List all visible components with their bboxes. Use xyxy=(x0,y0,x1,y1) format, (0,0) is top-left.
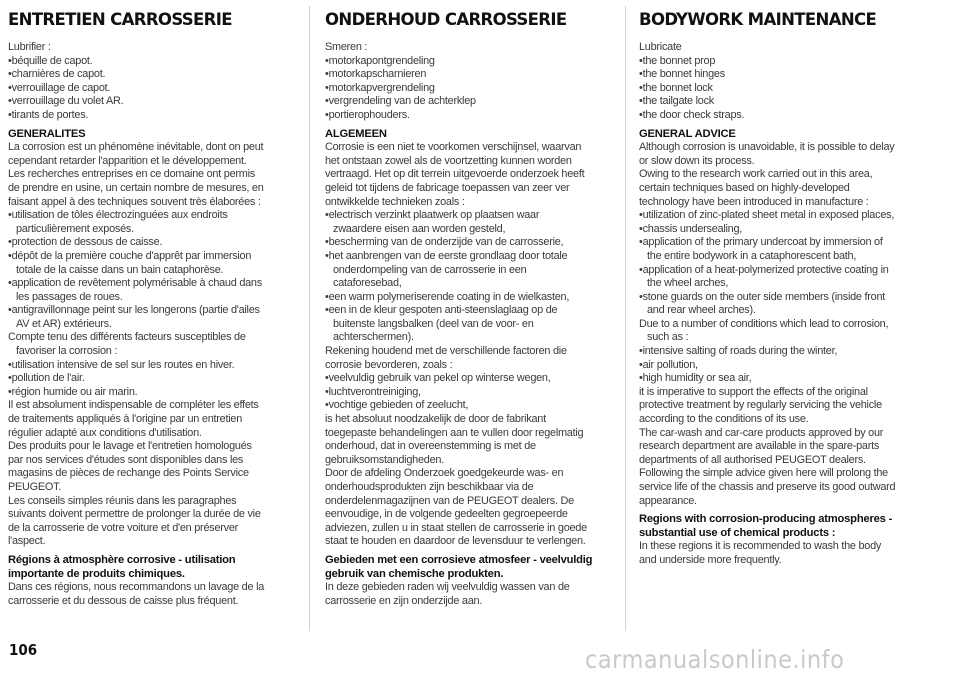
list-item: • béquille de capot. xyxy=(8,55,296,69)
text-line: Although corrosion is unavoidable, it is possible to delay xyxy=(639,141,895,154)
list-item: • motorkapscharnieren xyxy=(325,68,610,82)
lubrication-list xyxy=(8,55,296,123)
text-line: ontwikkelde technieken zoals : xyxy=(325,195,465,208)
text-line: Des produits pour le lavage et l'entretien homologués xyxy=(8,440,252,453)
list-item: the wheel arches, xyxy=(647,277,729,290)
list-item: • protection de dessous de caisse. xyxy=(8,236,296,250)
list-item: • the tailgate lock xyxy=(639,95,924,109)
list-item: • motorkapvergrendeling xyxy=(325,82,610,96)
list-item: • vergrendeling van de achterklep xyxy=(325,95,610,109)
text-line: vertraagd. Het op dit terrein uitgevoerde onderzoek heeft xyxy=(325,168,585,181)
text-line: such as : xyxy=(647,331,689,344)
list-item: • the bonnet lock xyxy=(639,82,924,96)
text-line: PEUGEOT. xyxy=(8,481,62,493)
text-line: onderhoudsprodukten zijn beschikbaar via de xyxy=(325,481,534,493)
text-line: gebruiksomstandigheden. xyxy=(325,453,444,466)
text-line: Following the simple advice given here will prolong the xyxy=(639,467,888,480)
text-line: Régions à atmosphère corrosive - utilisation xyxy=(8,553,236,566)
text-line: and underside more frequently. xyxy=(639,553,782,566)
list-item: • verrouillage du volet AR. xyxy=(8,95,296,109)
factors-intro xyxy=(639,318,924,345)
text-line: service life of the chassis and preserve its good outward xyxy=(639,481,896,493)
regions-paragraph xyxy=(639,540,924,567)
text-line: Les recherches entreprises en ce domaine ont permis xyxy=(8,168,255,181)
list-item: • bescherming van de onderzijde van de carrosserie, xyxy=(325,236,610,250)
list-item: • utilisation de tôles électrozinguées aux endroits xyxy=(8,209,296,223)
regions-paragraph xyxy=(8,581,296,608)
list-item: • application of a heat-polymerized protective coating in xyxy=(639,264,924,278)
text-line: de la carrosserie de votre voiture et d'en préserver xyxy=(8,521,239,534)
list-item: • utilization of zinc-plated sheet metal in exposed places, xyxy=(639,209,924,223)
column-french xyxy=(8,10,296,608)
text-line: is het absoluut noodzakelijk de door de fabrikant xyxy=(325,413,546,426)
text-line: Owing to the research work carried out in this area, xyxy=(639,168,873,181)
intro-text: Smeren : xyxy=(325,41,368,53)
list-item: buitenste langsbalken (deel van de voor- en xyxy=(333,317,534,330)
text-line: gebruik van chemische produkten. xyxy=(325,567,504,580)
section-title: BODYWORK MAINTENANCE xyxy=(639,10,877,30)
regions-heading xyxy=(325,554,610,581)
list-item: particulièrement exposés. xyxy=(16,222,134,235)
text-line: l'aspect. xyxy=(8,535,46,548)
text-line: onderdelenmagazijnen van de PEUGEOT dealers. De xyxy=(325,494,574,507)
list-item: totale de la caisse dans un bain cataphorèse. xyxy=(16,263,224,276)
general-heading: ALGEMEEN xyxy=(325,127,387,140)
list-item: • antigravillonnage peint sur les longerons (partie d'ailes xyxy=(8,304,296,318)
text-line: corrosie bevorderen, zoals : xyxy=(325,358,453,371)
maintenance-paragraph xyxy=(639,386,924,508)
section-title: ENTRETIEN CARROSSERIE xyxy=(8,10,232,30)
list-item: • utilisation intensive de sel sur les routes en hiver. xyxy=(8,359,296,373)
list-item: • portierophouders. xyxy=(325,109,610,123)
text-line: research department are available in the spare-parts xyxy=(639,440,880,453)
text-line: toegepaste behandelingen aan te vullen door regelmatig xyxy=(325,426,584,439)
general-heading: GENERALITES xyxy=(8,127,86,140)
text-line: par nos services d'études sont disponibles dans les xyxy=(8,453,244,466)
text-line: suivants doivent permettre de prolonger la durée de vie xyxy=(8,508,261,521)
list-item: • application de revêtement polymérisable à chaud dans xyxy=(8,277,296,291)
general-paragraph xyxy=(325,141,610,209)
list-item: • vochtige gebieden of zeelucht, xyxy=(325,399,610,413)
text-line: it is imperative to support the effects of the original xyxy=(639,385,868,398)
list-item: • veelvuldig gebruik van pekel op winterse wegen, xyxy=(325,372,610,386)
column-dutch xyxy=(325,10,610,608)
factors-intro xyxy=(325,345,610,372)
text-line: importante de produits chimiques. xyxy=(8,567,185,580)
list-item: les passages de roues. xyxy=(16,290,123,303)
list-item: achterschermen). xyxy=(333,331,414,344)
list-item: • application of the primary undercoat by immersion of xyxy=(639,236,924,250)
list-item: • een warm polymeriserende coating in de wielkasten, xyxy=(325,291,610,305)
text-line: staat te houden en daardoor de levensduur te verlengen. xyxy=(325,535,586,548)
column-divider xyxy=(625,6,626,631)
intro-text: Lubricate xyxy=(639,41,682,53)
text-line: geleid tot tijdens de fabricage toepassen van zeer ver xyxy=(325,181,570,194)
text-line: In deze gebieden raden wij veelvuldig wassen van de xyxy=(325,581,570,594)
list-item: • dépôt de la première couche d'apprêt par immersion xyxy=(8,250,296,264)
list-item: • air pollution, xyxy=(639,359,924,373)
text-line: Regions with corrosion-producing atmospheres - xyxy=(639,513,893,526)
text-line: Les conseils simples réunis dans les paragraphes xyxy=(8,494,237,507)
list-item: and rear wheel arches). xyxy=(647,304,756,317)
list-item: • high humidity or sea air, xyxy=(639,372,924,386)
list-item: • electrisch verzinkt plaatwerk op plaatsen waar xyxy=(325,209,610,223)
text-line: substantial use of chemical products : xyxy=(639,526,836,539)
page-number: 106 xyxy=(9,641,38,659)
measures-list xyxy=(8,209,296,331)
text-line: Rekening houdend met de verschillende factoren die xyxy=(325,345,567,358)
text-line: departments of all authorised PEUGEOT dealers. xyxy=(639,453,866,466)
general-heading: GENERAL ADVICE xyxy=(639,127,736,140)
list-item: • intensive salting of roads during the winter, xyxy=(639,345,924,359)
list-item: • pollution de l'air. xyxy=(8,372,296,386)
regions-heading xyxy=(639,513,924,540)
text-line: certain techniques based on highly-developed xyxy=(639,181,850,194)
column-english xyxy=(639,10,924,568)
text-line: technology have been introduced in manufacture : xyxy=(639,195,869,208)
text-line: according to the conditions of its use. xyxy=(639,413,809,426)
text-line: In these regions it is recommended to wash the body xyxy=(639,540,882,553)
text-line: adviezen, zullen u in staat stellen de carrosserie in goede xyxy=(325,521,587,534)
list-item: • motorkapontgrendeling xyxy=(325,55,610,69)
measures-list xyxy=(325,209,610,345)
text-line: het ontstaan zowel als de voortzetting kunnen worden xyxy=(325,154,572,167)
list-item: zwaardere eisen aan worden gesteld, xyxy=(333,222,506,235)
list-item: • the bonnet hinges xyxy=(639,68,924,82)
text-line: Compte tenu des différents facteurs susceptibles de xyxy=(8,331,246,344)
maintenance-paragraph xyxy=(325,413,610,549)
factors-intro xyxy=(8,331,296,358)
text-line: Il est absolument indispensable de compléter les effets xyxy=(8,399,259,412)
list-item: • een in de kleur gespoten anti-steenslaglaag op de xyxy=(325,304,610,318)
text-line: régulier adapté aux conditions d'utilisation. xyxy=(8,426,202,439)
text-line: carrosserie et du dessous de caisse plus fréquent. xyxy=(8,594,239,607)
list-item: AV et AR) extérieurs. xyxy=(16,317,112,330)
text-line: Dans ces régions, nous recommandons un lavage de la xyxy=(8,581,265,594)
list-item: onderdompeling van de carrosserie in een xyxy=(333,263,527,276)
general-paragraph xyxy=(639,141,924,209)
text-line: carrosserie en zijn onderzijde aan. xyxy=(325,594,483,607)
list-item: • charnières de capot. xyxy=(8,68,296,82)
measures-list xyxy=(639,209,924,318)
text-line: eenvoudige, in de volgende gedeelten gegroepeerde xyxy=(325,508,568,521)
text-line: appearance. xyxy=(639,494,697,507)
text-line: favoriser la corrosion : xyxy=(16,345,118,358)
text-line: or slow down its process. xyxy=(639,154,755,167)
section-title: ONDERHOUD CARROSSERIE xyxy=(325,10,567,30)
list-item: • the door check straps. xyxy=(639,109,924,123)
factors-list xyxy=(8,359,296,400)
factors-list xyxy=(325,372,610,413)
lubrication-list xyxy=(639,55,924,123)
text-line: La corrosion est un phénomène inévitable, dont on peut xyxy=(8,141,264,154)
text-line: protective treatment by regularly servicing the vehicle xyxy=(639,399,882,412)
maintenance-paragraph xyxy=(8,399,296,549)
text-line: faisant appel à des techniques souvent très élaborées : xyxy=(8,195,261,208)
watermark-text: carmanualsonline.info xyxy=(585,645,845,674)
text-line: de traitements appliqués à l'origine par un entretien xyxy=(8,413,243,426)
list-item: • the bonnet prop xyxy=(639,55,924,69)
text-line: The car-wash and car-care products approved by our xyxy=(639,426,884,439)
text-line: Gebieden met een corrosieve atmosfeer - veelvuldig xyxy=(325,553,593,566)
regions-paragraph xyxy=(325,581,610,608)
list-item: • verrouillage de capot. xyxy=(8,82,296,96)
general-paragraph xyxy=(8,141,296,209)
text-line: cependant retarder l'apparition et le développement. xyxy=(8,154,247,167)
list-item: • stone guards on the outer side members (inside front xyxy=(639,291,924,305)
text-line: Door de afdeling Onderzoek goedgekeurde was- en xyxy=(325,467,564,480)
text-line: onderhoud, dat in overeenstemming is met de xyxy=(325,440,536,453)
text-line: de prendre en usine, un certain nombre de mesures, en xyxy=(8,181,264,194)
list-item: • région humide ou air marin. xyxy=(8,386,296,400)
text-line: Corrosie is een niet te voorkomen verschijnsel, waarvan xyxy=(325,141,582,154)
list-item: the entire bodywork in a cataphorescent bath, xyxy=(647,249,857,262)
list-item: • het aanbrengen van de eerste grondlaag door totale xyxy=(325,250,610,264)
list-item: • luchtverontreiniging, xyxy=(325,386,610,400)
list-item: • chassis undersealing, xyxy=(639,223,924,237)
column-divider xyxy=(309,6,310,631)
lubrication-list xyxy=(325,55,610,123)
list-item: cataforesebad, xyxy=(333,277,402,290)
factors-list xyxy=(639,345,924,386)
text-line: Due to a number of conditions which lead to corrosion, xyxy=(639,317,889,330)
text-line: magasins de pièces de rechange des Points Service xyxy=(8,467,249,480)
intro-text: Lubrifier : xyxy=(8,41,51,53)
regions-heading xyxy=(8,554,296,581)
list-item: • tirants de portes. xyxy=(8,109,296,123)
